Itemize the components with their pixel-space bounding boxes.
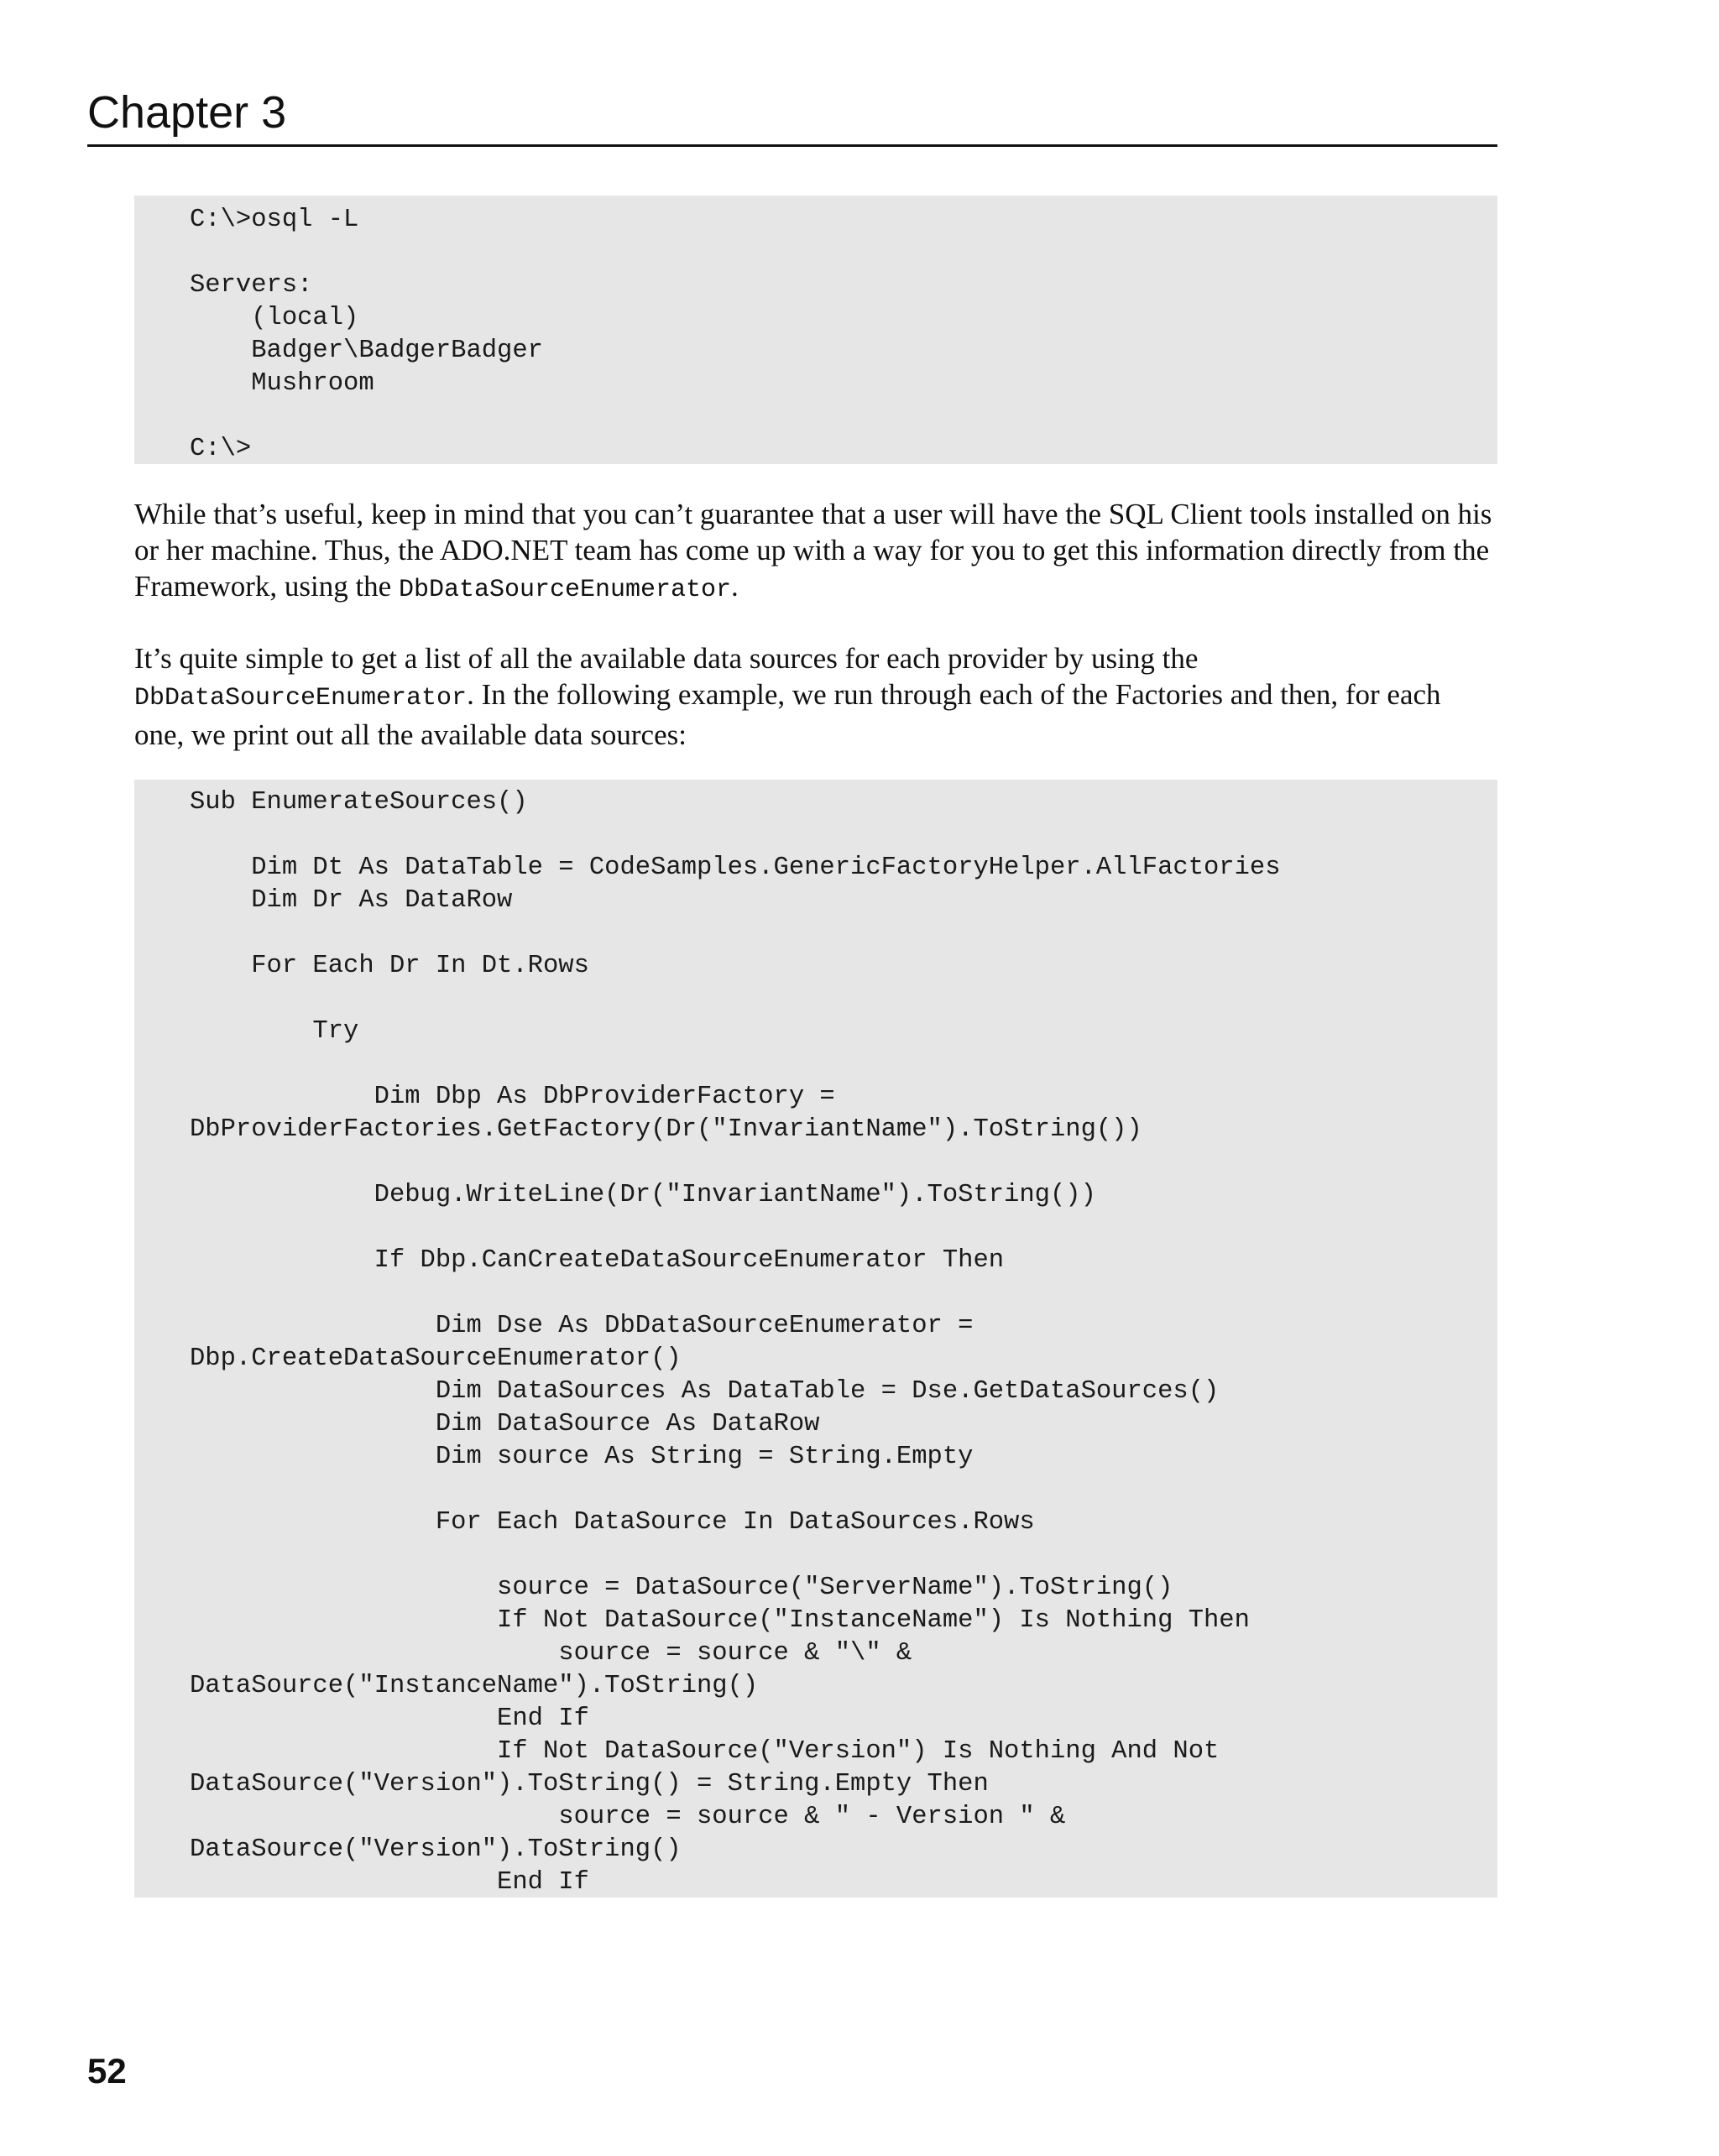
code-line: If Not DataSource("Version") Is Nothing And Not <box>190 1737 1220 1766</box>
code-line: For Each Dr In Dt.Rows <box>190 952 589 980</box>
code-line: Dim DataSources As DataTable = Dse.GetDataSources() <box>190 1377 1220 1406</box>
code-line <box>190 917 1497 950</box>
paragraph-text: While that’s useful, keep in mind that you can’t guarantee that a user will have the SQL Client tools installed on his or her machine. Thus, the ADO.NET team has come up with a way for you to get this information directly from the Framework, using the <box>134 498 1492 603</box>
code-line: Try <box>190 1017 359 1046</box>
page-number: 52 <box>87 2051 127 2091</box>
paragraph-text: It’s quite simple to get a list of all the available data sources for each provider by using the <box>134 642 1199 675</box>
code-block-osql <box>134 196 1497 464</box>
code-line <box>190 1048 1497 1081</box>
paragraph-text: . <box>731 570 739 603</box>
code-line <box>190 1146 1497 1179</box>
code-line: Dim Dt As DataTable = CodeSamples.GenericFactoryHelper.AllFactories <box>190 854 1281 882</box>
code-line: If Dbp.CanCreateDataSourceEnumerator Then <box>190 1246 1005 1275</box>
code-line: Sub EnumerateSources() <box>190 788 528 817</box>
code-line: Dbp.CreateDataSourceEnumerator() <box>190 1344 682 1373</box>
code-block-enumerate-sources <box>134 780 1497 1898</box>
code-line: Dim Dbp As DbProviderFactory = <box>190 1083 835 1111</box>
code-line: If Not DataSource("InstanceName") Is Nothing Then <box>190 1606 1250 1635</box>
code-line: Dim DataSource As DataRow <box>190 1410 820 1438</box>
inline-code: DbDataSourceEnumerator <box>134 684 468 713</box>
code-line: DbProviderFactories.GetFactory(Dr("InvariantName").ToString()) <box>190 1115 1142 1144</box>
code-line: DataSource("InstanceName").ToString() <box>190 1672 759 1700</box>
code-line <box>190 400 1497 433</box>
code-line <box>190 237 1497 269</box>
code-line <box>190 1474 1497 1506</box>
chapter-title: Chapter 3 <box>87 87 287 138</box>
code-line: End If <box>190 1868 589 1897</box>
code-line <box>190 819 1497 852</box>
code-line: Servers: <box>190 271 313 300</box>
inline-code: DbDataSourceEnumerator <box>398 576 732 604</box>
paragraph-example-intro <box>134 640 1497 753</box>
code-line: (local) <box>190 304 359 332</box>
code-line <box>190 1277 1497 1310</box>
chapter-header <box>87 84 1497 147</box>
code-line: source = source & "\" & <box>190 1639 912 1668</box>
code-line: C:\>osql -L <box>190 206 359 234</box>
code-line: Dim Dr As DataRow <box>190 886 513 915</box>
code-line: DataSource("Version").ToString() = String.Empty Then <box>190 1770 989 1798</box>
code-line: DataSource("Version").ToString() <box>190 1835 682 1864</box>
paragraph-text: . In the following example, we run through each of the Factories and then, for each one, we print out all the available data sources: <box>134 678 1441 751</box>
code-line: Dim source As String = String.Empty <box>190 1443 974 1471</box>
code-line <box>190 1212 1497 1245</box>
code-line: Debug.WriteLine(Dr("InvariantName").ToString()) <box>190 1181 1096 1209</box>
code-line <box>190 983 1497 1015</box>
code-line: source = source & " - Version " & <box>190 1803 1066 1831</box>
code-line: C:\> <box>190 435 252 463</box>
paragraph-intro <box>134 496 1497 608</box>
code-line: End If <box>190 1704 589 1733</box>
code-line: source = DataSource("ServerName").ToString() <box>190 1574 1173 1602</box>
code-line: Badger\BadgerBadger <box>190 337 543 365</box>
code-line: Mushroom <box>190 369 374 398</box>
code-line <box>190 1539 1497 1572</box>
code-line: For Each DataSource In DataSources.Rows <box>190 1508 1035 1537</box>
code-line: Dim Dse As DbDataSourceEnumerator = <box>190 1312 974 1340</box>
